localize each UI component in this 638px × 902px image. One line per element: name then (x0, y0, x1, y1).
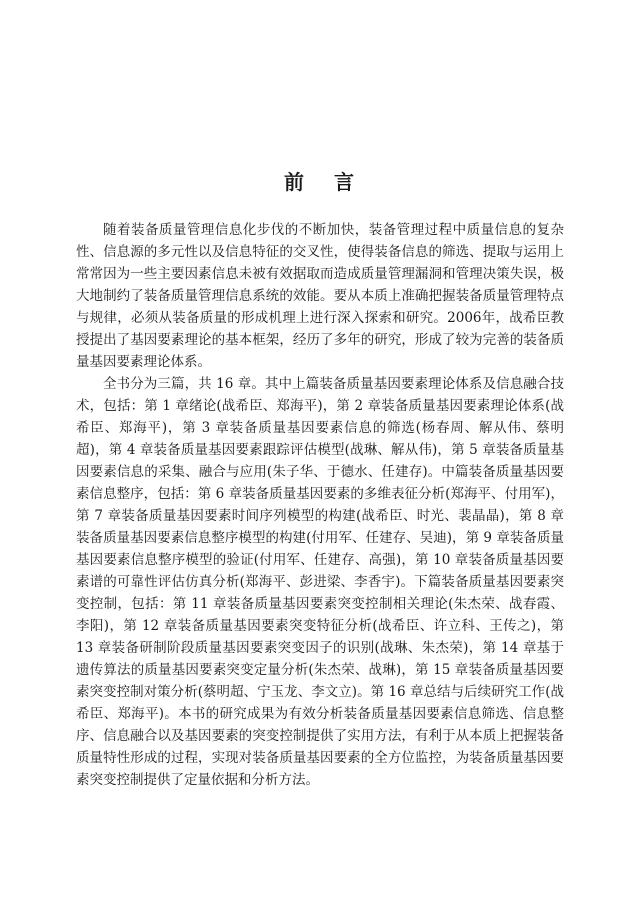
paragraph-chapter-overview: 全书分为三篇，共 16 章。其中上篇装备质量基因要素理论体系及信息融合技术，包括：第 1 章绪论(战希臣、郑海平)，第 2 章装备质量基因要素理论体系(战希臣、郑海平)，第 3 章装备质量基因要素信息的筛选(杨春周、解从伟、蔡明超)，第 4 章装备质量基因要素跟踪评估模型(战琳、解从伟)，第 5 章装备质量基因要素信息的采集、融合与应用(朱子华、于德水、任建存)。中篇装备质量基因要素信息整序，包括：第 6 章装备质量基因要素的多维表征分析(郑海平、付用军)，第 7 章装备质量基因要素时间序列模型的构建(战希臣、时光、裴晶晶)，第 8 章装备质量基因要素信息整序模型的构建(付用军、任建存、吴迪)，第 9 章装备质量基因要素信息整序模型的验证(付用军、任建存、高强)，第 10 章装备质量基因要素谱的可靠性评估仿真分析(郑海平、彭进梁、李香宇)。下篇装备质量基因要素突变控制，包括：第 11 章装备质量基因要素突变控制相关理论(朱杰荣、战春霞、李阳)，第 12 章装备质量基因要素突变特征分析(战希臣、许立科、王传之)，第 13 章装备研制阶段质量基因要素突变因子的识别(战琳、朱杰荣)，第 14 章基于遗传算法的质量基因要素突变定量分析(朱杰荣、战琳)，第 15 章装备质量基因要素突变控制对策分析(蔡明超、宁玉龙、李文立)。第 16 章总结与后续研究工作(战希臣、郑海平)。本书的研究成果为有效分析装备质量基因要素信息筛选、信息整序、信息融合以及基因要素的突变控制提供了实用方法，有利于从本质上把握装备质量特性形成的过程，实现对装备质量基因要素的全方位监控，为装备质量基因要素突变控制提供了定量依据和分析方法。 (76, 376, 564, 788)
paragraph-intro: 随着装备质量管理信息化步伐的不断加快，装备管理过程中质量信息的复杂性、信息源的多元性以及信息特征的交叉性，使得装备信息的筛选、提取与运用上常常因为一些主要因素信息未被有效据取而造成质量管理漏洞和管理决策失误，极大地制约了装备质量管理信息系统的效能。要从本质上准确把握装备质量管理特点与规律，必须从装备质量的形成机理上进行深入探索和研究。2006年，战希臣教授提出了基因要素理论的基本框架，经历了多年的研究，形成了较为完善的装备质量基因要素理论体系。 (76, 222, 564, 370)
body-text (76, 219, 564, 791)
page-title: 前言 (284, 170, 384, 194)
